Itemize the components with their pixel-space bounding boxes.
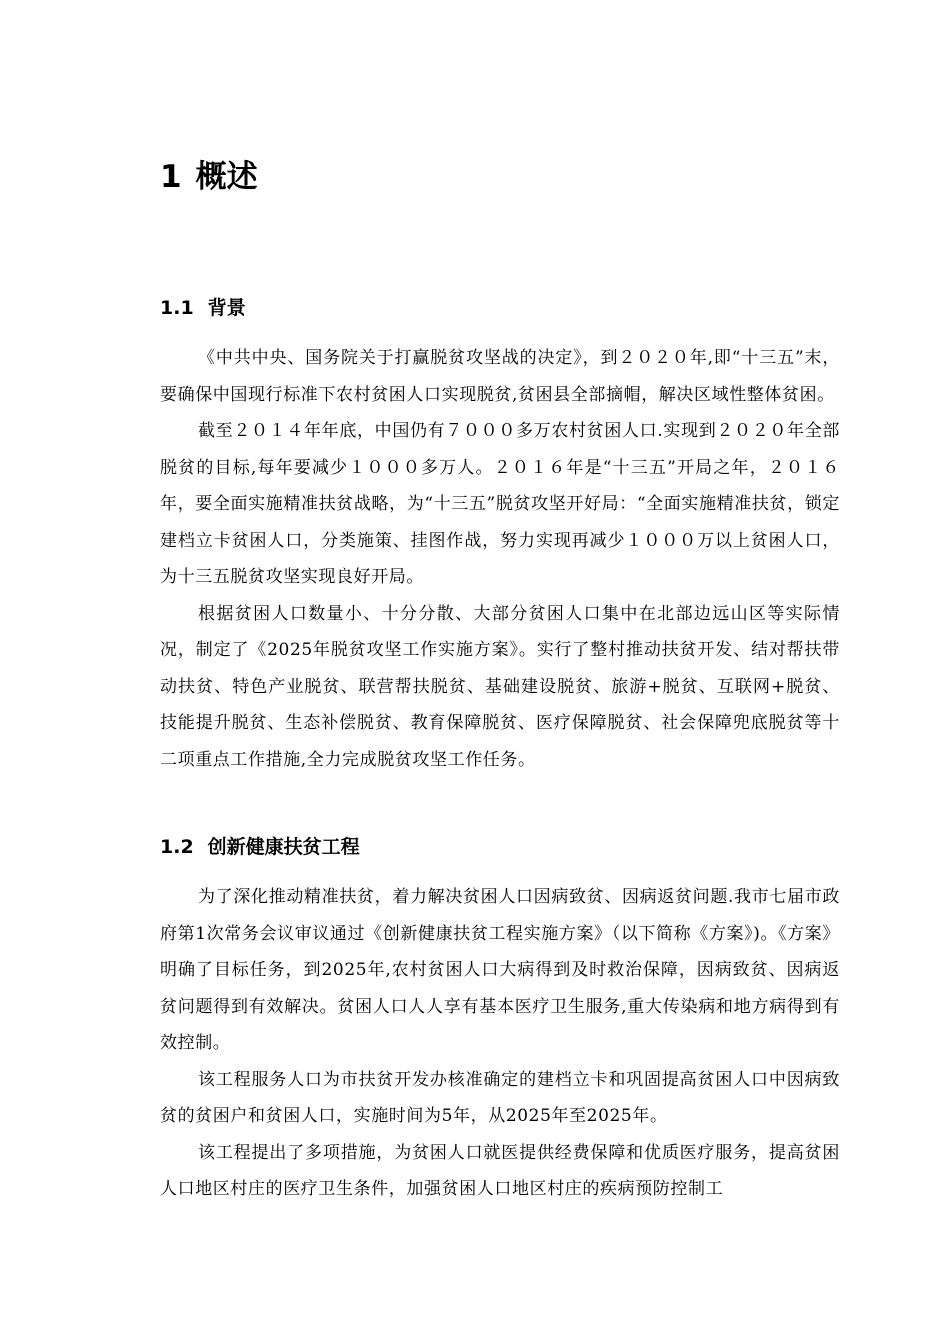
paragraph: 《中共中央、国务院关于打赢脱贫攻坚战的决定》，到２０２０年,即“十三五”末，要确保中国现行标准下农村贫困人口实现脱贫,贫困县全部摘帽，解决区域性整体贫困。	[160, 348, 840, 405]
section-body-health-poverty-project	[160, 879, 840, 1208]
paragraph: 该工程服务人口为市扶贫开发办核准确定的建档立卡和巩固提高贫困人口中因病致贫的贫困户和贫困人口，实施时间为5年，从2025年至2025年。	[160, 1069, 840, 1126]
section-heading-background	[160, 294, 246, 322]
section-title-text: 创新健康扶贫工程	[207, 836, 360, 858]
section-number: 1.1	[160, 297, 194, 319]
section-heading-health-poverty-project	[160, 833, 360, 861]
paragraph: 该工程提出了多项措施，为贫困人口就医提供经费保障和优质医疗服务，提高贫困人口地区村庄的医疗卫生条件，加强贫困人口地区村庄的疾病预防控制工	[160, 1142, 840, 1199]
chapter-title-text: 概述	[195, 159, 258, 195]
section-title-text: 背景	[207, 297, 246, 319]
paragraph: 根据贫困人口数量小、十分分散、大部分贫困人口集中在北部边远山区等实际情况，制定了《2025年脱贫攻坚工作实施方案》。实行了整村推动扶贫开发、结对帮扶带动扶贫、特色产业脱贫、联营帮扶脱贫、基础建设脱贫、旅游+脱贫、互联网+脱贫、技能提升脱贫、生态补偿脱贫、教育保障脱贫、医疗保障脱贫、社会保障兜底脱贫等十二项重点工作措施,全力完成脱贫攻坚工作任务。	[160, 603, 840, 770]
section-body-background	[160, 340, 840, 778]
section-number: 1.2	[160, 836, 194, 858]
chapter-heading	[160, 154, 258, 200]
paragraph: 为了深化推动精准扶贫，着力解决贫困人口因病致贫、因病返贫问题.我市七届市政府第1次常务会议审议通过《创新健康扶贫工程实施方案》（以下简称《方案》)。《方案》明确了目标任务，到2025年,农村贫困人口大病得到及时救治保障，因病致贫、因病返贫问题得到有效解决。贫困人口人人享有基本医疗卫生服务,重大传染病和地方病得到有效控制。	[160, 887, 840, 1053]
chapter-number: 1	[160, 159, 182, 195]
paragraph: 截至２０１４年年底，中国仍有７０００多万农村贫困人口.实现到２０２０年全部脱贫的目标,每年要减少１０００多万人。２０１６年是“十三五”开局之年，２０１６年，要全面实施精准扶贫战略，为“十三五”脱贫攻坚开好局：“全面实施精准扶贫，锁定建档立卡贫困人口，分类施策、挂图作战，努力实现再减少１０００万以上贫困人口，为十三五脱贫攻坚实现良好开局。	[160, 421, 840, 587]
